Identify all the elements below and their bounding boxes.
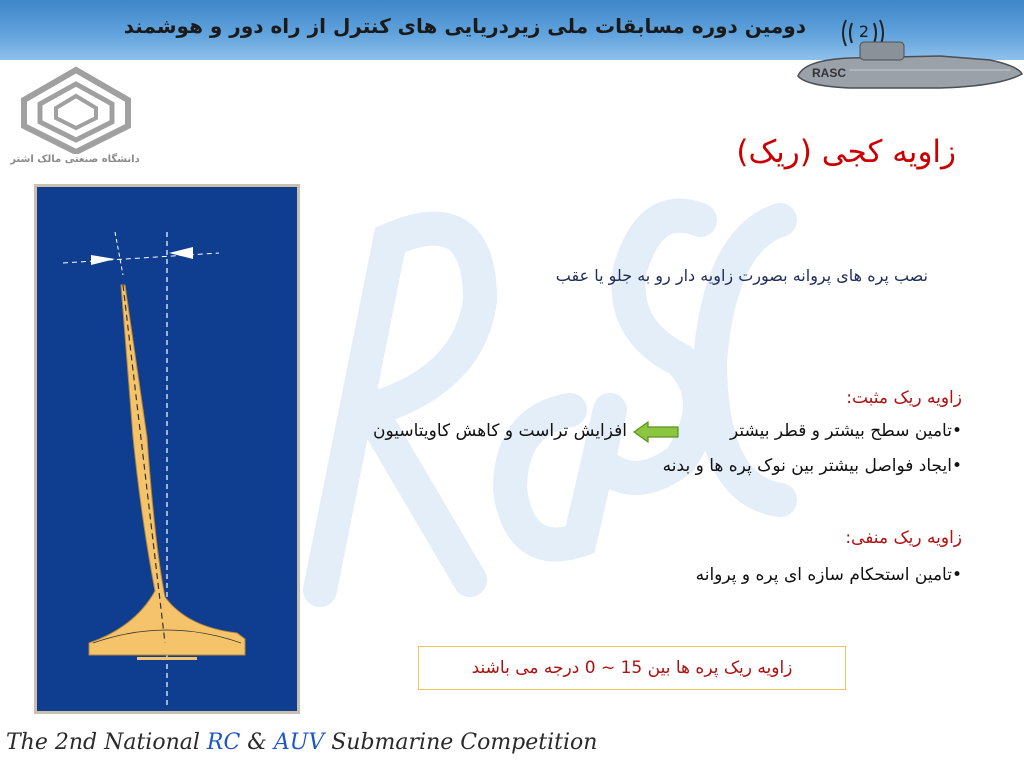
rake-range-note-box <box>418 646 846 690</box>
negative-bullet-1: •تامین استحکام سازه ای پره و پروانه <box>695 565 962 585</box>
footer-amp: & <box>240 730 274 755</box>
rake-angle-diagram <box>34 184 300 714</box>
footer-prefix: The 2nd National <box>6 730 207 755</box>
slide-title: زاویه کجی (ریک) <box>736 134 956 170</box>
footer-rc: RC <box>206 730 241 755</box>
positive-bullet-1-result: افزایش تراست و کاهش کاویتاسیون <box>372 421 627 441</box>
intro-text: نصب پره های پروانه بصورت زاویه دار رو به جلو یا عقب <box>555 266 928 285</box>
header-title: دومین دوره مسابقات ملی زیردریایی های کنترل از راه دور و هوشمند <box>123 14 806 38</box>
rake-range-note: زاویه ریک پره ها بین 15 ~ 0 درجه می باشند <box>471 658 793 678</box>
right-arrowhead-icon <box>169 247 193 259</box>
university-logo-icon <box>12 66 140 154</box>
university-name: دانشگاه صنعتی مالک اشتر <box>10 154 140 165</box>
result-arrow-icon <box>632 420 680 444</box>
logo-text: RASC <box>812 66 847 80</box>
rasc-watermark <box>280 160 800 620</box>
negative-rake-heading: زاویه ریک منفی: <box>845 528 962 548</box>
footer-auv: AUV <box>273 730 325 755</box>
footer-title <box>6 730 597 755</box>
positive-rake-heading: زاویه ریک مثبت: <box>846 388 962 408</box>
slide-number: 2 <box>858 22 870 41</box>
blade-diagram-svg <box>37 187 297 711</box>
positive-bullet-2: •ایجاد فواصل بیشتر بین نوک پره ها و بدنه <box>662 456 962 476</box>
positive-bullet-1-main: •تامین سطح بیشتر و قطر بیشتر <box>729 421 962 441</box>
footer-suffix: Submarine Competition <box>324 730 598 755</box>
